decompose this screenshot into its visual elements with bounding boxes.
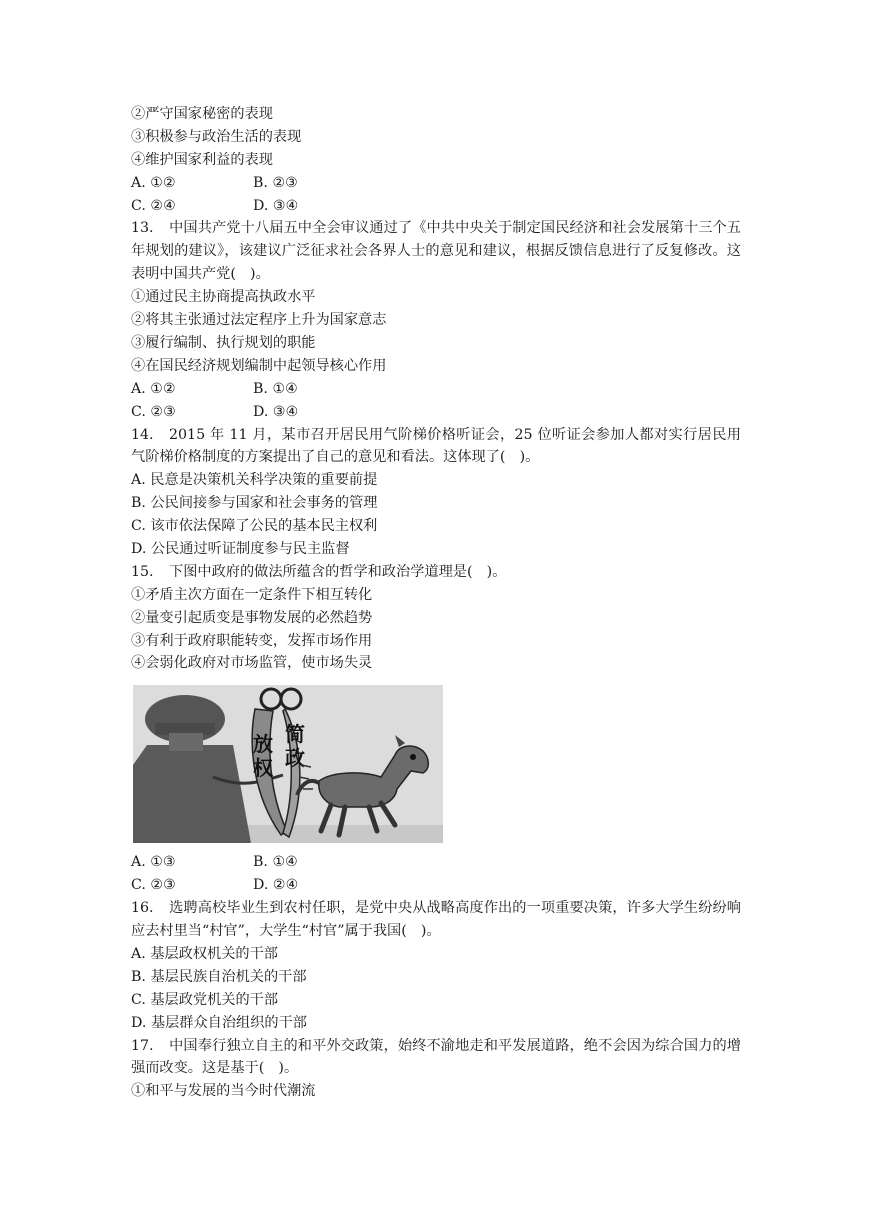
question-14-stem (131, 424, 741, 470)
question-text: 下图中政府的做法所蕴含的哲学和政治学道理是( )。 (169, 563, 507, 580)
option-c: C. ②④ (131, 197, 176, 214)
question-number: 17. (131, 1037, 154, 1054)
question-13-stem (131, 217, 741, 286)
scissor-label-3: 简 (285, 722, 305, 747)
list-item: ②量变引起质变是事物发展的必然趋势 (131, 609, 373, 626)
question-number: 16. (131, 900, 154, 917)
scissor-label-1: 放 (253, 732, 273, 757)
document-content (131, 103, 741, 1103)
scissor-label-2: 权 (253, 756, 273, 781)
option-a: A. ①③ (131, 854, 176, 871)
list-item: ③履行编制、执行规划的职能 (131, 334, 316, 351)
list-item: ④会弱化政府对市场监管，使市场失灵 (131, 655, 373, 672)
question-15-stem (131, 561, 741, 584)
options-row (131, 401, 741, 424)
list-item: ①通过民主协商提高执政水平 (131, 289, 316, 306)
question-text: 2015 年 11 月，某市召开居民用气阶梯价格听证会，25 位听证会参加人都对实行居民用气阶梯价格制度的方案提出了自己的意见和看法。这体现了( )。 (131, 426, 741, 466)
list-item: ④维护国家利益的表现 (131, 151, 273, 168)
list-item: ①矛盾主次方面在一定条件下相互转化 (131, 586, 373, 603)
options-row (131, 195, 741, 218)
question-number: 14. (131, 426, 154, 443)
option-a: A. ①② (131, 174, 176, 191)
options-row (131, 378, 741, 401)
choice-a: A. 基层政权机关的干部 (131, 945, 278, 962)
option-d: D. ③④ (253, 403, 299, 420)
scissor-label-4: 政 (285, 746, 305, 771)
question-text: 中国共产党十八届五中全会审议通过了《中共中央关于制定国民经济和社会发展第十三个五年规划的建议》，该建议广泛征求社会各界人士的意见和建议，根据反馈信息进行了反复修改。这表明中国共产党( )。 (131, 220, 741, 283)
list-item: ②严守国家秘密的表现 (131, 106, 273, 122)
cartoon-figure (133, 685, 443, 843)
option-b: B. ①④ (253, 380, 298, 397)
choice-d: D. 公民通过听证制度参与民主监督 (131, 541, 350, 557)
options-row (131, 851, 741, 874)
option-d: D. ③④ (253, 197, 299, 214)
question-text: 中国奉行独立自主的和平外交政策，始终不渝地走和平发展道路，绝不会因为综合国力的增强而改变。这是基于( )。 (131, 1037, 741, 1077)
options-row (131, 874, 741, 897)
option-a: A. ①② (131, 380, 176, 397)
option-b: B. ①④ (253, 854, 298, 871)
option-b: B. ②③ (253, 174, 298, 191)
choice-b: B. 公民间接参与国家和社会事务的管理 (131, 495, 378, 512)
option-c: C. ②③ (131, 403, 176, 420)
choice-c: C. 基层政党机关的干部 (131, 991, 279, 1008)
list-item: ③有利于政府职能转变，发挥市场作用 (131, 632, 373, 649)
choice-a: A. 民意是决策机关科学决策的重要前提 (131, 472, 378, 489)
question-text: 选聘高校毕业生到农村任职，是党中央从战略高度作出的一项重要决策，许多大学生纷纷响应去村里当“村官”，大学生“村官”属于我国( )。 (131, 900, 741, 940)
question-17-stem (131, 1035, 741, 1081)
question-16-stem (131, 897, 741, 943)
choice-b: B. 基层民族自治机关的干部 (131, 968, 307, 985)
options-row (131, 172, 741, 195)
question-number: 15. (131, 563, 154, 580)
list-item: ②将其主张通过法定程序上升为国家意志 (131, 312, 387, 329)
choice-c: C. 该市依法保障了公民的基本民主权利 (131, 518, 378, 535)
question-number: 13. (131, 220, 154, 237)
list-item: ①和平与发展的当今时代潮流 (131, 1083, 316, 1100)
list-item: ④在国民经济规划编制中起领导核心作用 (131, 357, 387, 374)
option-d: D. ②④ (253, 877, 299, 894)
option-c: C. ②③ (131, 877, 176, 894)
cartoon-illustration (133, 685, 443, 843)
list-item: ③积极参与政治生活的表现 (131, 128, 302, 145)
choice-d: D. 基层群众自治组织的干部 (131, 1014, 307, 1031)
